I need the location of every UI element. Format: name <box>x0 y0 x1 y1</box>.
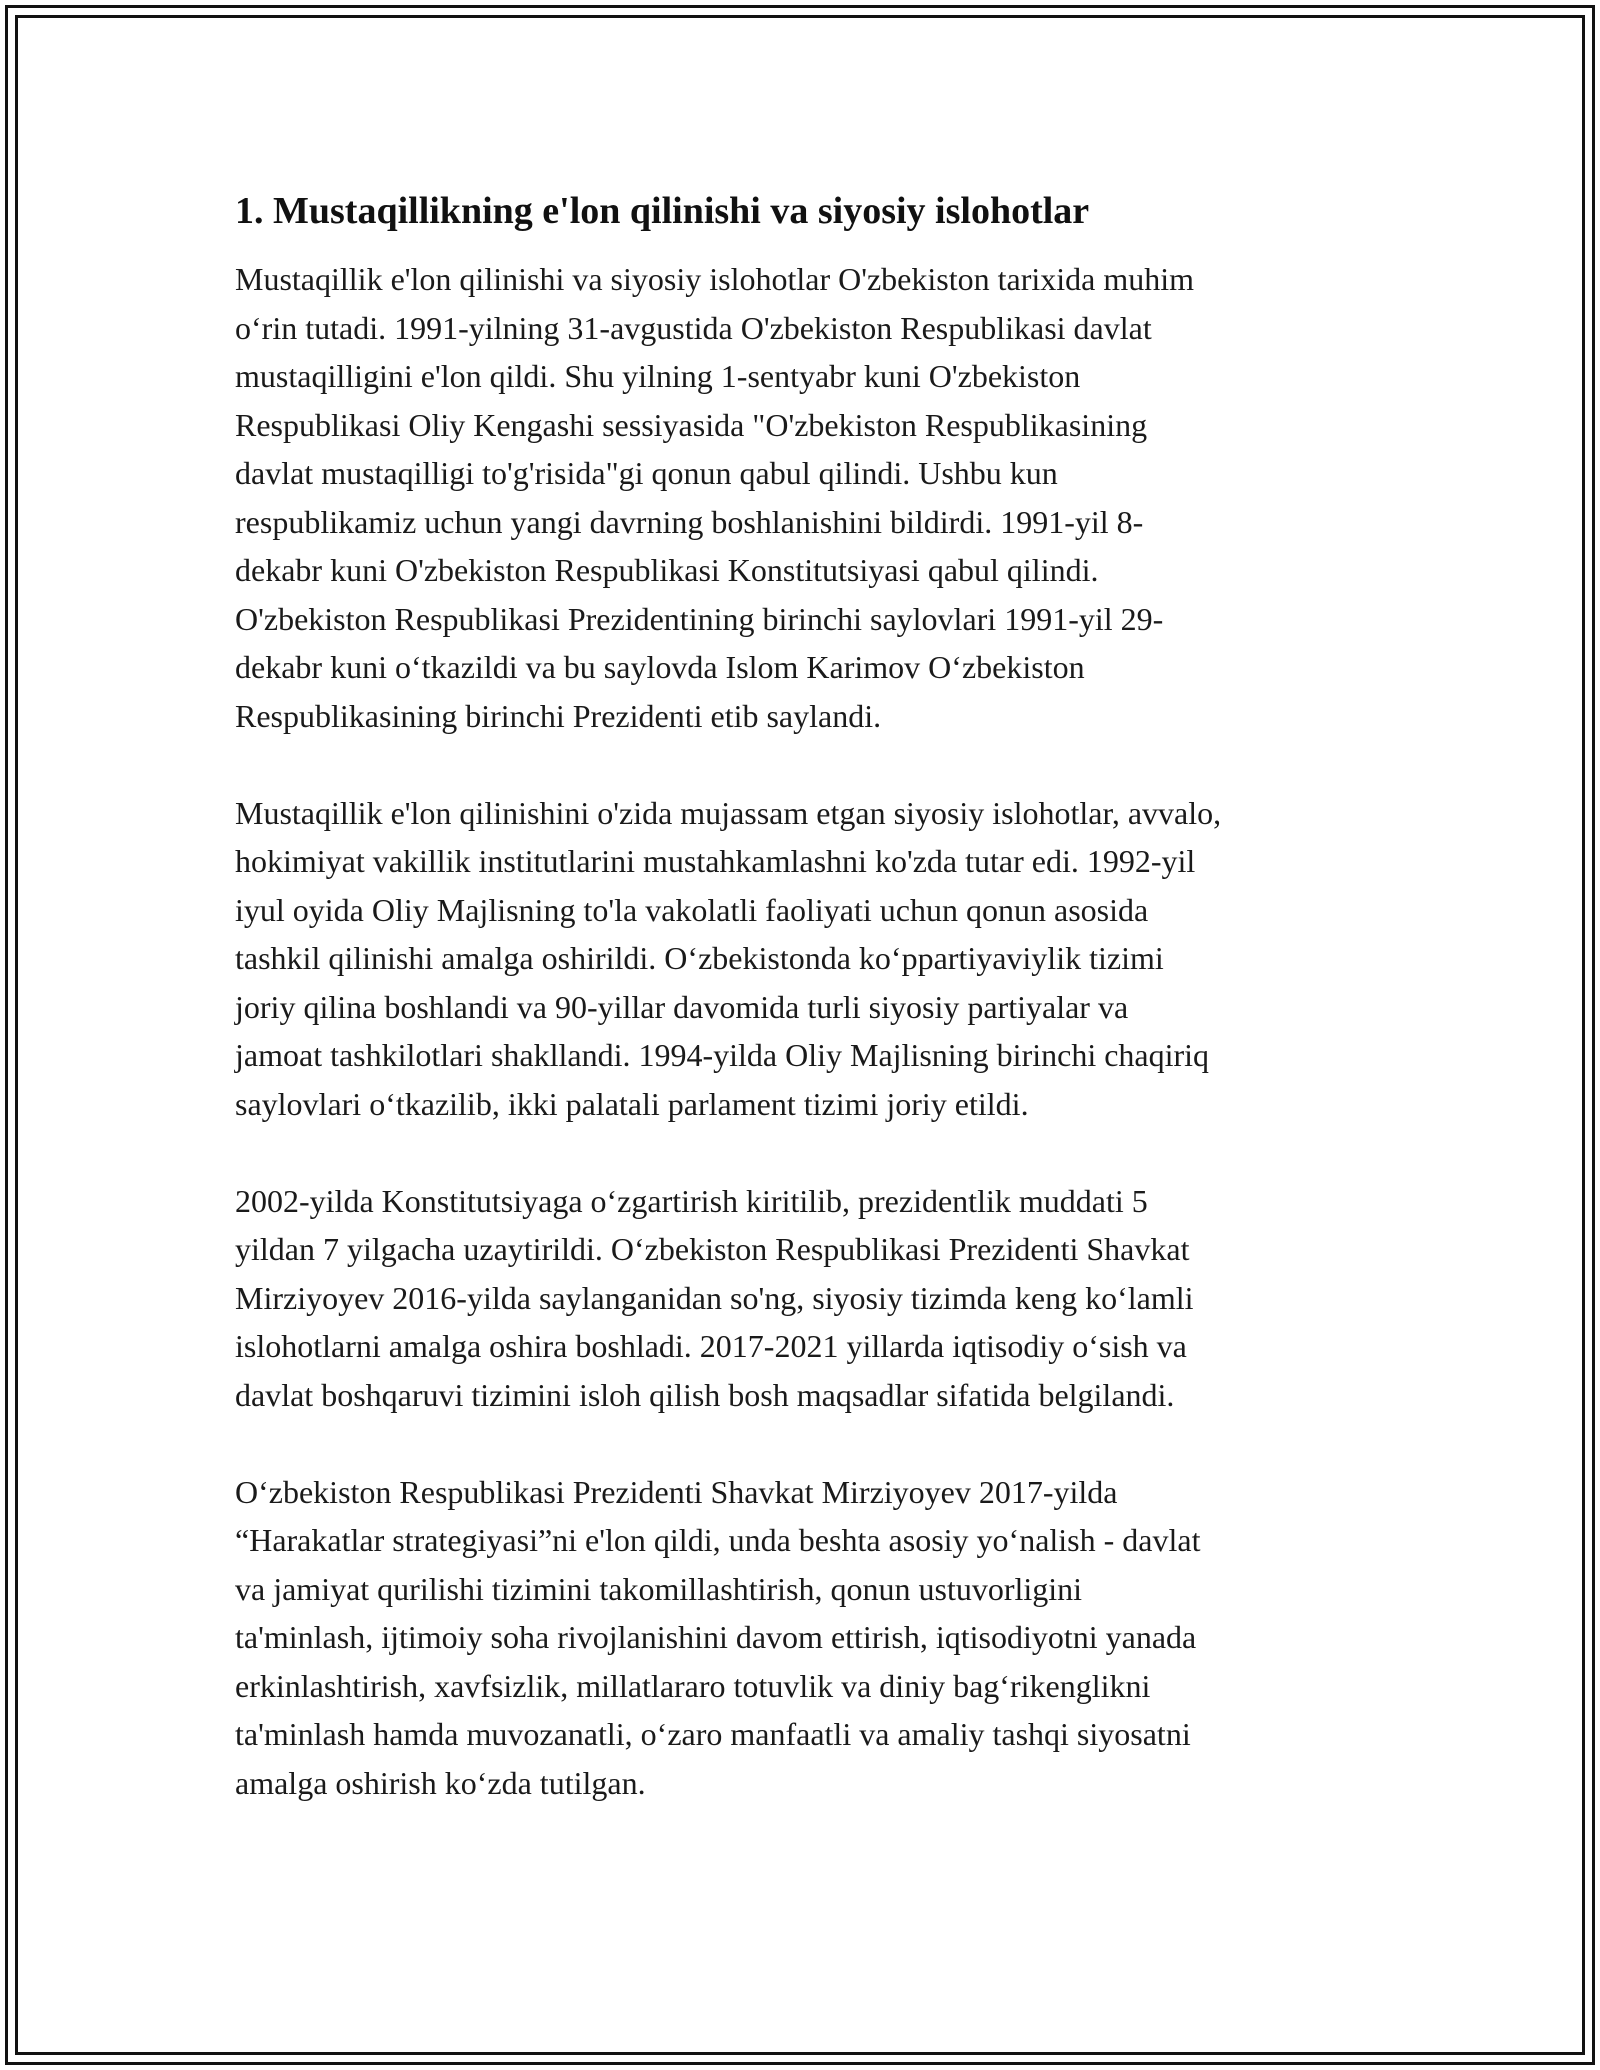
text-line: davlat mustaqilligi to'g'risida"gi qonun qabul qilindi. Ushbu kun <box>235 455 1058 491</box>
text-line: jamoat tashkilotlari shakllandi. 1994-yilda Oliy Majlisning birinchi chaqiriq <box>235 1037 1210 1073</box>
text-line: “Harakatlar strategiyasi”ni e'lon qildi, unda beshta asosiy yo‘nalish - davlat <box>235 1522 1201 1558</box>
paragraph-3 <box>235 1177 1385 1420</box>
text-line: iyul oyida Oliy Majlisning to'la vakolatli faoliyati uchun qonun asosida <box>235 891 1149 928</box>
text-line: o‘rin tutadi. 1991-yilning 31-avgustida O'zbekiston Respublikasi davlat <box>235 309 1152 346</box>
section-heading: 1. Mustaqillikning e'lon qilinishi va siyosiy islohotlar <box>235 190 1090 232</box>
text-line: saylovlari o‘tkazilib, ikki palatali parlament tizimi joriy etildi. <box>235 1085 1029 1122</box>
text-line: ta'minlash hamda muvozanatli, o‘zaro manfaatli va amaliy tashqi siyosatni <box>235 1716 1191 1752</box>
text-line: Respublikasining birinchi Prezidenti etib saylandi. <box>235 697 882 734</box>
text-line: hokimiyat vakillik institutlarini mustahkamlashni ko'zda tutar edi. 1992-yil <box>235 843 1196 879</box>
paragraph-4 <box>235 1468 1385 1808</box>
text-line: va jamiyat qurilishi tizimini takomillashtirish, qonun ustuvorligini <box>235 1570 1083 1607</box>
text-line: yildan 7 yilgacha uzaytirildi. O‘zbekiston Respublikasi Prezidenti Shavkat <box>235 1231 1190 1267</box>
text-line: amalga oshirish ko‘zda tutilgan. <box>235 1764 646 1801</box>
text-line: Respublikasi Oliy Kengashi sessiyasida "O'zbekiston Respublikasining <box>235 406 1148 443</box>
text-line: O‘zbekiston Respublikasi Prezidenti Shavkat Mirziyoyev 2017-yilda <box>235 1473 1118 1510</box>
text-line: joriy qilina boshlandi va 90-yillar davomida turli siyosiy partiyalar va <box>235 988 1129 1025</box>
text-line: davlat boshqaruvi tizimini isloh qilish bosh maqsadlar sifatida belgilandi. <box>235 1376 1175 1413</box>
paragraph-2 <box>235 789 1385 1129</box>
text-line: islohotlarni amalga oshira boshladi. 2017-2021 yillarda iqtisodiy o‘sish va <box>235 1328 1187 1364</box>
text-line: mustaqilligini e'lon qildi. Shu yilning 1-sentyabr kuni O'zbekiston <box>235 358 1081 394</box>
text-line: Mustaqillik e'lon qilinishini o'zida mujassam etgan siyosiy islohotlar, avvalo, <box>235 794 1222 831</box>
text-line: 2002-yilda Konstitutsiyaga o‘zgartirish kiritilib, prezidentlik muddati 5 <box>235 1182 1148 1219</box>
text-line: dekabr kuni o‘tkazildi va bu saylovda Islom Karimov O‘zbekiston <box>235 649 1085 685</box>
text-line: Mirziyoyev 2016-yilda saylanganidan so'ng, siyosiy tizimda keng ko‘lamli <box>235 1279 1194 1316</box>
text-line: dekabr kuni O'zbekiston Respublikasi Konstitutsiyasi qabul qilindi. <box>235 552 1099 588</box>
text-line: tashkil qilinishi amalga oshirildi. O‘zbekistonda ko‘ppartiyaviylik tizimi <box>235 940 1164 976</box>
document-body <box>235 180 1385 1856</box>
text-line: ta'minlash, ijtimoiy soha rivojlanishini davom ettirish, iqtisodiyotni yanada <box>235 1619 1197 1655</box>
text-line: respublikamiz uchun yangi davrning boshlanishini bildirdi. 1991-yil 8- <box>235 503 1144 540</box>
text-line: erkinlashtirish, xavfsizlik, millatlararo totuvlik va diniy bag‘rikenglikni <box>235 1667 1151 1704</box>
text-line: O'zbekiston Respublikasi Prezidentining birinchi saylovlari 1991-yil 29- <box>235 600 1164 637</box>
text-line: Mustaqillik e'lon qilinishi va siyosiy islohotlar O'zbekiston tarixida muhim <box>235 261 1195 297</box>
paragraph-1 <box>235 255 1385 740</box>
